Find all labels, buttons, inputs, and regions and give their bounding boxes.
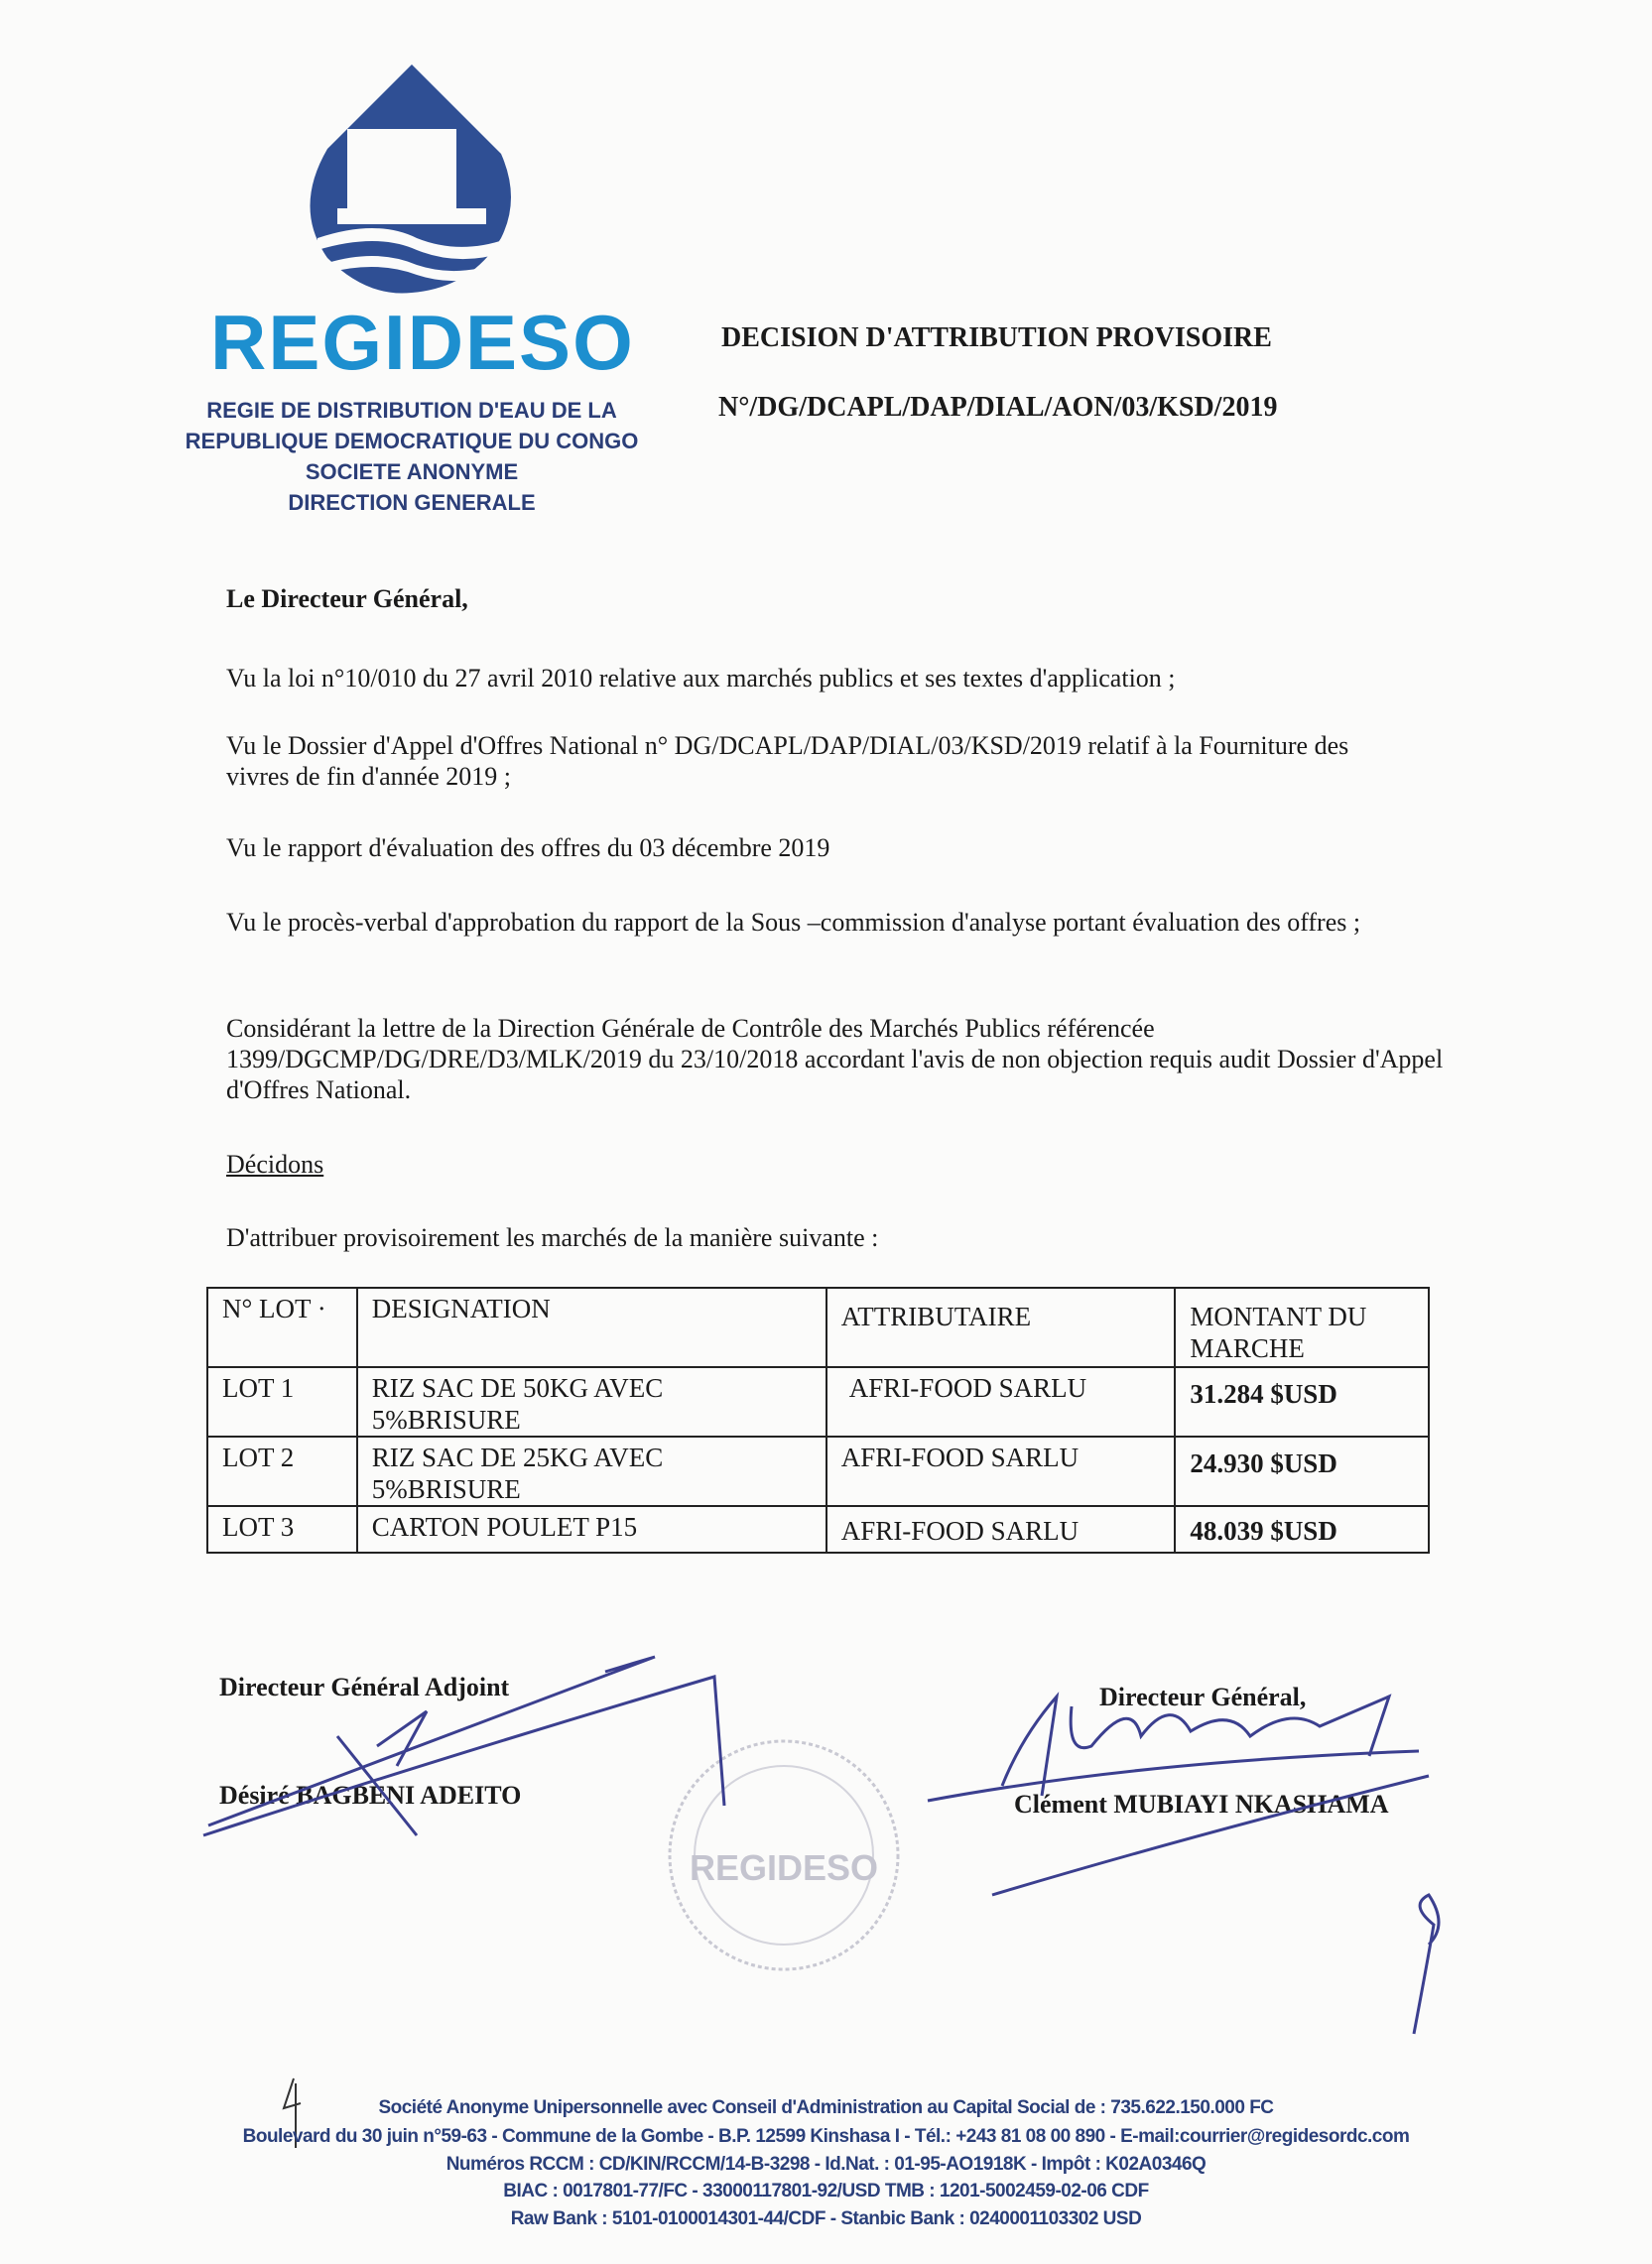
lot-cell: LOT 1 bbox=[207, 1367, 357, 1437]
lot-cell: LOT 2 bbox=[207, 1437, 357, 1506]
footer-line: Boulevard du 30 juin n°59-63 - Commune de la Gombe - B.P. 12599 Kinshasa I - Tél.: +243 81 08 00 890 - E-mail:courrier@regidesordc.com bbox=[242, 2126, 1410, 2147]
brand-wordmark: REGIDESO bbox=[210, 299, 635, 386]
table-header-row bbox=[207, 1288, 1429, 1367]
org-line: REPUBLIQUE DEMOCRATIQUE DU CONGO bbox=[185, 429, 639, 453]
designation-cell: RIZ SAC DE 50KG AVEC 5%BRISURE bbox=[357, 1367, 826, 1437]
table-row bbox=[207, 1506, 1429, 1553]
amount-cell: 31.284 $USD bbox=[1175, 1367, 1429, 1437]
attribution-table bbox=[206, 1287, 1430, 1554]
footer-line: Raw Bank : 5101-0100014301-44/CDF - Stanbic Bank : 0240001103302 USD bbox=[510, 2208, 1142, 2229]
document-title: DECISION D'ATTRIBUTION PROVISOIRE bbox=[721, 322, 1272, 353]
paragraph: Vu la loi n°10/010 du 27 avril 2010 relative aux marchés publics et ses textes d'application ; bbox=[226, 664, 1176, 692]
designation-cell: CARTON POULET P15 bbox=[357, 1506, 826, 1553]
handwritten-signatures-icon bbox=[0, 1637, 1652, 2054]
organization-name bbox=[149, 395, 675, 518]
signatory-left-name: Désiré BAGBENI ADEITO bbox=[219, 1781, 522, 1810]
signatory-right-title: Directeur Général, bbox=[1099, 1683, 1307, 1711]
paragraph: Considérant la lettre de la Direction Générale de Contrôle des Marchés Publics référencée 1399/DGCMP/DG/DRE/D3/MLK/2019 du 23/10/2018 accordant l'avis de non objection requis audit Dossier d'Appel d'Offres National. bbox=[226, 1014, 1444, 1104]
org-line: REGIE DE DISTRIBUTION D'EAU DE LA bbox=[206, 398, 617, 423]
decision-text: D'attribuer provisoirement les marchés de la manière suivante : bbox=[226, 1223, 879, 1252]
signatory-left-title: Directeur Général Adjoint bbox=[219, 1673, 510, 1701]
paragraph: Vu le Dossier d'Appel d'Offres National n° DG/DCAPL/DAP/DIAL/03/KSD/2019 relatif à la Fourniture des vivres de fin d'année 2019 ; bbox=[226, 731, 1349, 791]
attributaire-cell: AFRI-FOOD SARLU bbox=[826, 1506, 1176, 1553]
designation-cell: RIZ SAC DE 25KG AVEC 5%BRISURE bbox=[357, 1437, 826, 1506]
attributaire-cell: AFRI-FOOD SARLU bbox=[826, 1367, 1176, 1437]
document-reference: N°/DG/DCAPL/DAP/DIAL/AON/03/KSD/2019 bbox=[718, 392, 1278, 423]
table-row bbox=[207, 1367, 1429, 1437]
paragraph: Vu le procès-verbal d'approbation du rapport de la Sous –commission d'analyse portant évaluation des offres ; bbox=[226, 908, 1361, 937]
footer-line: BIAC : 0017801-77/FC - 33000117801-92/USD TMB : 1201-5002459-02-06 CDF bbox=[503, 2181, 1149, 2201]
salutation: Le Directeur Général, bbox=[226, 584, 468, 613]
signatory-right-name: Clément MUBIAYI NKASHAMA bbox=[1014, 1790, 1389, 1819]
svg-text:REGIDESO: REGIDESO bbox=[689, 1847, 879, 1888]
amount-cell: 48.039 $USD bbox=[1175, 1506, 1429, 1553]
org-line: SOCIETE ANONYME bbox=[305, 459, 519, 484]
footer-line: Société Anonyme Unipersonnelle avec Conseil d'Administration au Capital Social de : 735.622.150.000 FC bbox=[378, 2097, 1274, 2118]
org-line: DIRECTION GENERALE bbox=[288, 490, 536, 515]
paragraph: Vu le rapport d'évaluation des offres du 03 décembre 2019 bbox=[226, 833, 830, 862]
regideso-logo-icon bbox=[298, 60, 526, 298]
header-cell: ATTRIBUTAIRE bbox=[826, 1288, 1176, 1367]
lot-cell: LOT 3 bbox=[207, 1506, 357, 1553]
decision-heading: Décidons bbox=[226, 1150, 324, 1179]
header-cell: DESIGNATION bbox=[357, 1288, 826, 1367]
header-cell: MONTANT DU MARCHE bbox=[1175, 1288, 1429, 1367]
footer-line: Numéros RCCM : CD/KIN/RCCM/14-B-3298 - Id.Nat. : 01-95-AO1918K - Impôt : K02A0346Q bbox=[445, 2154, 1207, 2175]
attributaire-cell: AFRI-FOOD SARLU bbox=[826, 1437, 1176, 1506]
amount-cell: 24.930 $USD bbox=[1175, 1437, 1429, 1506]
table-row bbox=[207, 1437, 1429, 1506]
header-cell: N° LOT · bbox=[207, 1288, 357, 1367]
